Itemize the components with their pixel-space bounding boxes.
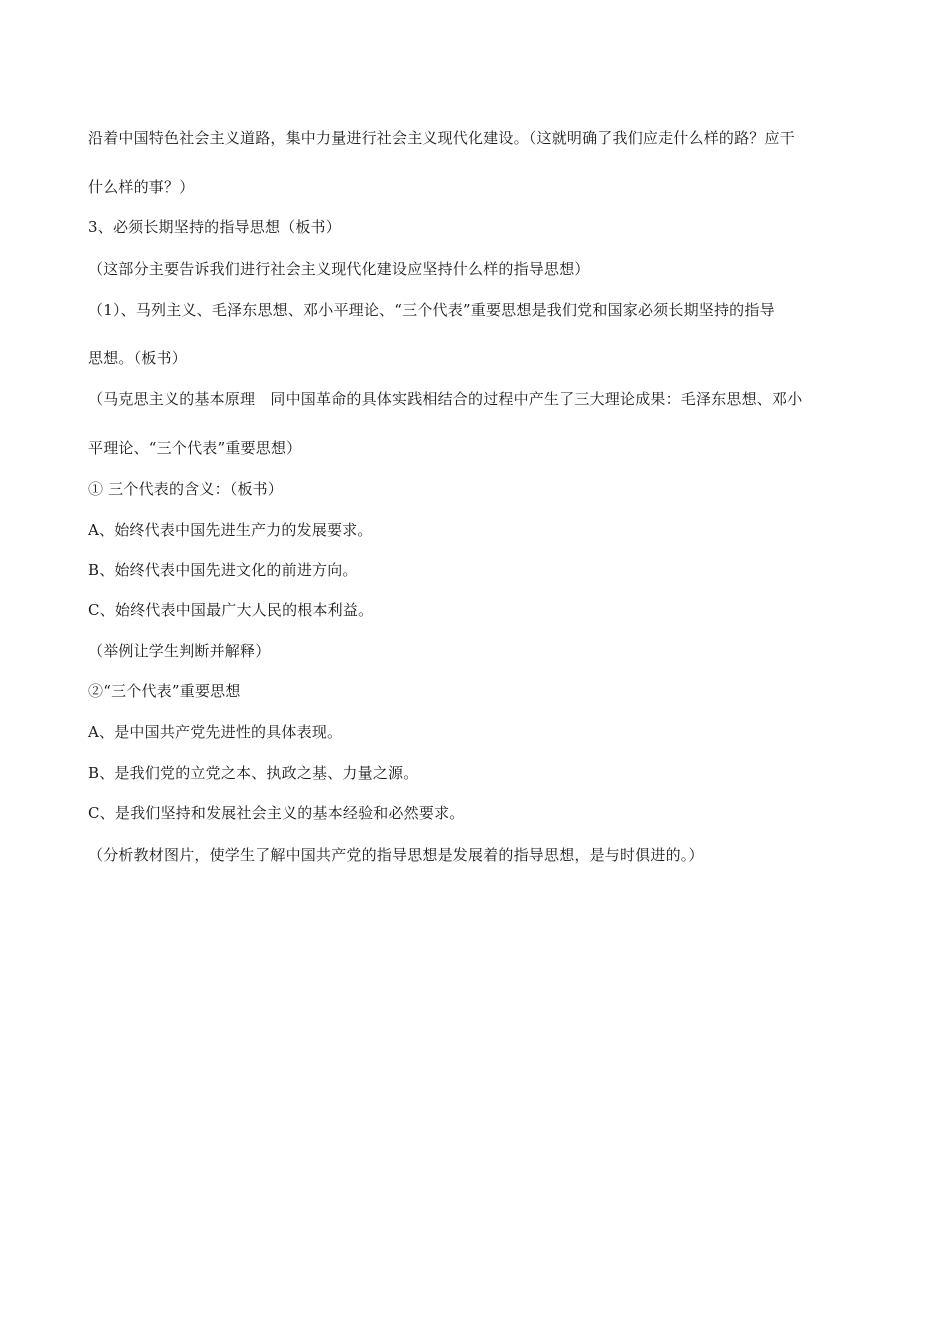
list-heading: ②“三个代表”重要思想 [88, 682, 241, 700]
list-item: C、始终代表中国最广大人民的根本利益。 [88, 601, 374, 619]
paragraph-line: （1）、马列主义、毛泽东思想、邓小平理论、“三个代表”重要思想是我们党和国家必须长期坚持的指导 [88, 301, 775, 319]
section-heading: 3、必须长期坚持的指导思想（板书） [88, 218, 341, 236]
list-item: B、始终代表中国先进文化的前进方向。 [88, 561, 358, 579]
paragraph-line: （分析教材图片，使学生了解中国共产党的指导思想是发展着的指导思想，是与时俱进的。） [88, 846, 704, 864]
paragraph-line: （举例让学生判断并解释） [88, 642, 271, 660]
paragraph-line: （这部分主要告诉我们进行社会主义现代化建设应坚持什么样的指导思想） [88, 260, 590, 278]
list-item: A、始终代表中国先进生产力的发展要求。 [88, 521, 373, 539]
list-item: C、是我们坚持和发展社会主义的基本经验和必然要求。 [88, 804, 465, 822]
list-heading: ① 三个代表的含义：（板书） [88, 480, 284, 498]
paragraph-line: 平理论、“三个代表”重要思想） [88, 439, 302, 457]
paragraph-line: 思想。（板书） [88, 349, 187, 367]
paragraph-line: 沿着中国特色社会主义道路，集中力量进行社会主义现代化建设。（这就明确了我们应走什么样的路？应干 [88, 129, 795, 147]
paragraph-line: 什么样的事？） [88, 178, 195, 196]
paragraph-line: （马克思主义的基本原理 同中国革命的具体实践相结合的过程中产生了三大理论成果：毛泽东思想、邓小 [88, 390, 803, 408]
list-item: A、是中国共产党先进性的具体表现。 [88, 723, 343, 741]
list-item: B、是我们党的立党之本、执政之基、力量之源。 [88, 764, 419, 782]
